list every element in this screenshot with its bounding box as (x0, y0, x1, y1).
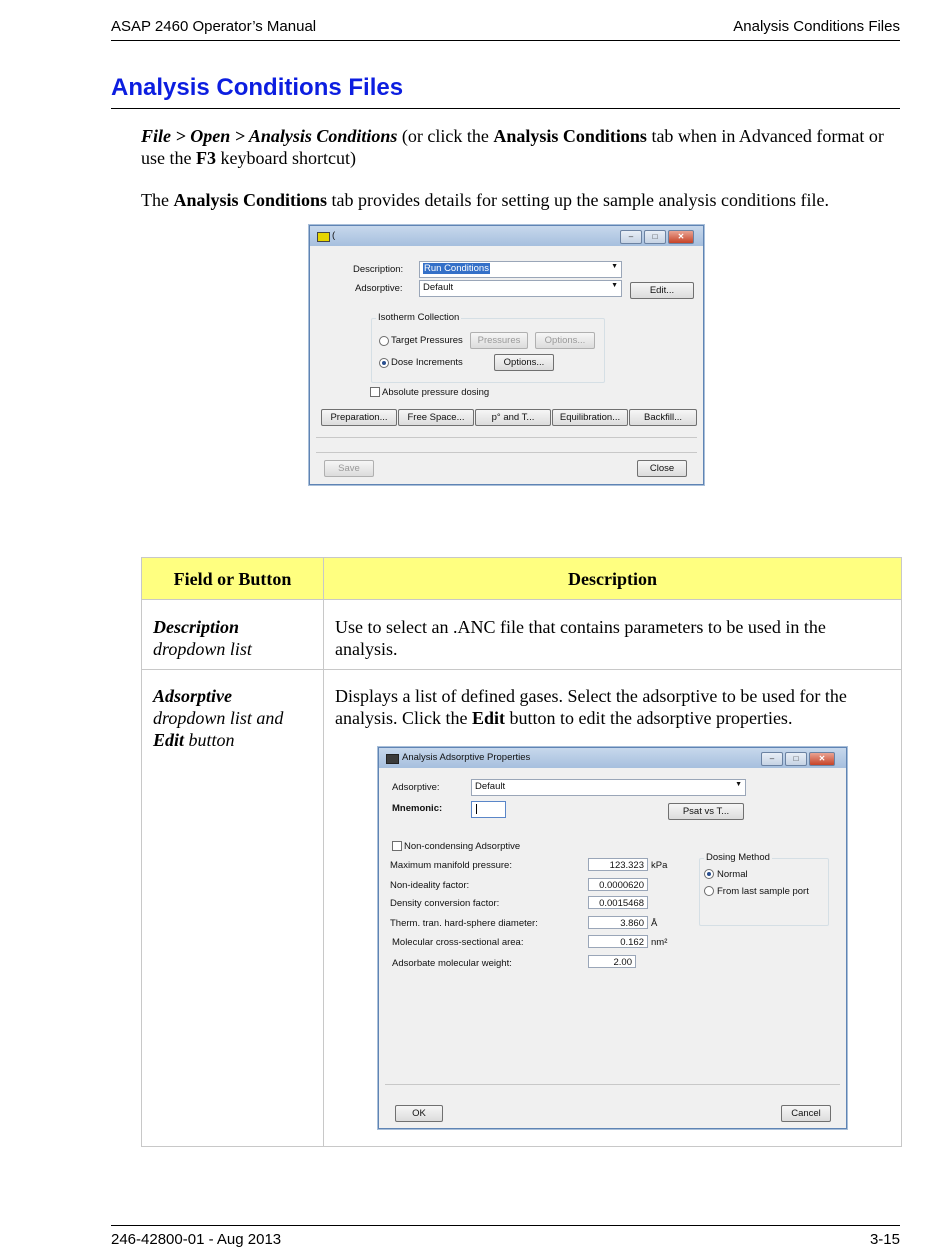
chevron-down-icon: ▼ (611, 263, 618, 270)
field-name: Description (153, 617, 240, 637)
intro-text: (or click the (397, 126, 494, 146)
window-icon (386, 754, 399, 764)
adsorptive-label: Adsorptive: (355, 283, 403, 294)
row-divider (142, 669, 901, 670)
unit-label: kPa (651, 860, 668, 871)
para-text: The (141, 190, 174, 210)
isotherm-collection-group (371, 312, 605, 383)
free-space-button[interactable]: Free Space... (398, 409, 474, 426)
maximize-icon[interactable]: □ (644, 230, 666, 244)
minimize-icon[interactable]: – (620, 230, 642, 244)
cancel-button[interactable]: Cancel (781, 1105, 831, 1122)
desc-bold: Edit (471, 708, 505, 728)
group-title: Dosing Method (706, 852, 770, 863)
from-last-sample-port-radio[interactable] (704, 886, 714, 896)
close-button[interactable]: Close (637, 460, 687, 477)
normal-label: Normal (717, 869, 748, 880)
document-number: 246-42800-01 - Aug 2013 (111, 1231, 282, 1248)
chevron-down-icon: ▼ (611, 282, 618, 289)
dose-increments-radio[interactable] (379, 358, 389, 368)
analysis-conditions-dialog (309, 225, 704, 485)
row-adsorptive-text (335, 685, 885, 729)
description-dropdown[interactable] (419, 261, 622, 278)
description-value: Run Conditions (424, 263, 489, 274)
field-button-name: Edit (153, 730, 185, 750)
para-text: tab provides details for setting up the sample analysis conditions file. (327, 190, 829, 210)
para-bold: Analysis Conditions (173, 190, 328, 210)
tab-paragraph (141, 189, 901, 211)
menu-path: File > Open > Analysis Conditions (141, 126, 398, 146)
page-number: 3-15 (869, 1231, 900, 1248)
field-type: dropdown list (153, 639, 252, 659)
hard-sphere-diameter-input[interactable]: 3.860 (588, 916, 648, 929)
minimize-icon[interactable]: – (761, 752, 783, 766)
dialog-titlebar (310, 226, 703, 246)
table-header-description: Description (324, 558, 901, 600)
field-type: button (184, 730, 235, 750)
backfill-button[interactable]: Backfill... (629, 409, 697, 426)
max-manifold-pressure-input[interactable]: 123.323 (588, 858, 648, 871)
column-divider (323, 558, 324, 1146)
density-conversion-label: Density conversion factor: (390, 898, 500, 909)
unit-label: nm² (651, 937, 668, 948)
folder-icon (317, 232, 330, 242)
equilibration-button[interactable]: Equilibration... (552, 409, 628, 426)
po-and-t-button[interactable]: p° and T... (475, 409, 551, 426)
dialog-title: Analysis Adsorptive Properties (402, 752, 531, 763)
absolute-pressure-label: Absolute pressure dosing (382, 387, 490, 398)
cross-sectional-area-label: Molecular cross-sectional area: (392, 937, 524, 948)
intro-tab-name: Analysis Conditions (493, 126, 647, 146)
divider (316, 452, 697, 453)
non-condensing-label: Non-condensing Adsorptive (404, 841, 521, 852)
save-button[interactable]: Save (324, 460, 374, 477)
normal-radio[interactable] (704, 869, 714, 879)
max-manifold-pressure-label: Maximum manifold pressure: (390, 860, 512, 871)
non-ideality-label: Non-ideality factor: (390, 880, 470, 891)
target-pressures-radio[interactable] (379, 336, 389, 346)
row-description-field (153, 616, 318, 660)
from-last-sample-port-label: From last sample port (717, 886, 809, 897)
page-header (111, 16, 900, 41)
cross-sectional-area-input[interactable]: 0.162 (588, 935, 648, 948)
non-ideality-input[interactable]: 0.0000620 (588, 878, 648, 891)
unit-label: Å (651, 918, 658, 929)
table-header-field: Field or Button (142, 558, 323, 600)
shortcut-key: F3 (195, 148, 216, 168)
ok-button[interactable]: OK (395, 1105, 443, 1122)
target-options-button[interactable]: Options... (535, 332, 595, 349)
group-title: Isotherm Collection (378, 312, 460, 323)
text-cursor (476, 804, 477, 814)
density-conversion-input[interactable]: 0.0015468 (588, 896, 648, 909)
close-icon[interactable]: ✕ (668, 230, 694, 244)
adsorptive-dropdown[interactable] (419, 280, 622, 297)
page-heading: Analysis Conditions Files (111, 74, 900, 109)
psat-vs-t-button[interactable]: Psat vs T... (668, 803, 744, 820)
adsorptive-properties-dialog (378, 747, 847, 1129)
desc-text: button to edit the adsorptive properties. (505, 708, 793, 728)
molecular-weight-input[interactable]: 2.00 (588, 955, 636, 968)
dialog-title: ( (332, 230, 336, 241)
edit-button[interactable]: Edit... (630, 282, 694, 299)
section-title: Analysis Conditions Files (733, 18, 900, 35)
mnemonic-label: Mnemonic: (392, 803, 443, 814)
adsorptive-value: Default (423, 282, 454, 293)
preparation-button[interactable]: Preparation... (321, 409, 397, 426)
field-type: dropdown list and (153, 708, 284, 728)
intro-text: tab when in Advanced format or use the (141, 126, 884, 168)
adsorptive-label: Adsorptive: (392, 782, 440, 793)
dialog-titlebar (379, 748, 846, 768)
description-label: Description: (353, 264, 404, 275)
desc-text: Displays a list of defined gases. Select the adsorptive to be used for the analysis. Click the (335, 686, 847, 728)
maximize-icon[interactable]: □ (785, 752, 807, 766)
dose-options-button[interactable]: Options... (494, 354, 554, 371)
divider (316, 437, 697, 438)
mnemonic-input[interactable] (471, 801, 506, 818)
molecular-weight-label: Adsorbate molecular weight: (392, 958, 512, 969)
adsorptive-dropdown[interactable] (471, 779, 746, 796)
pressures-button[interactable]: Pressures (470, 332, 528, 349)
close-icon[interactable]: ✕ (809, 752, 835, 766)
intro-text: keyboard shortcut) (215, 148, 356, 168)
row-description-text: Use to select an .ANC file that contains parameters to be used in the analysis. (335, 617, 826, 659)
page-footer (111, 1225, 900, 1252)
absolute-pressure-checkbox[interactable] (370, 387, 380, 397)
hard-sphere-diameter-label: Therm. tran. hard-sphere diameter: (390, 918, 538, 929)
row-adsorptive-field (153, 685, 318, 751)
manual-title: ASAP 2460 Operator’s Manual (111, 18, 317, 35)
target-pressures-label: Target Pressures (391, 335, 463, 346)
dose-increments-label: Dose Increments (391, 357, 463, 368)
chevron-down-icon: ▼ (735, 781, 742, 788)
field-name: Adsorptive (153, 686, 232, 706)
divider (385, 1084, 840, 1085)
adsorptive-value: Default (475, 781, 506, 792)
non-condensing-checkbox[interactable] (392, 841, 402, 851)
intro-paragraph (141, 125, 901, 169)
